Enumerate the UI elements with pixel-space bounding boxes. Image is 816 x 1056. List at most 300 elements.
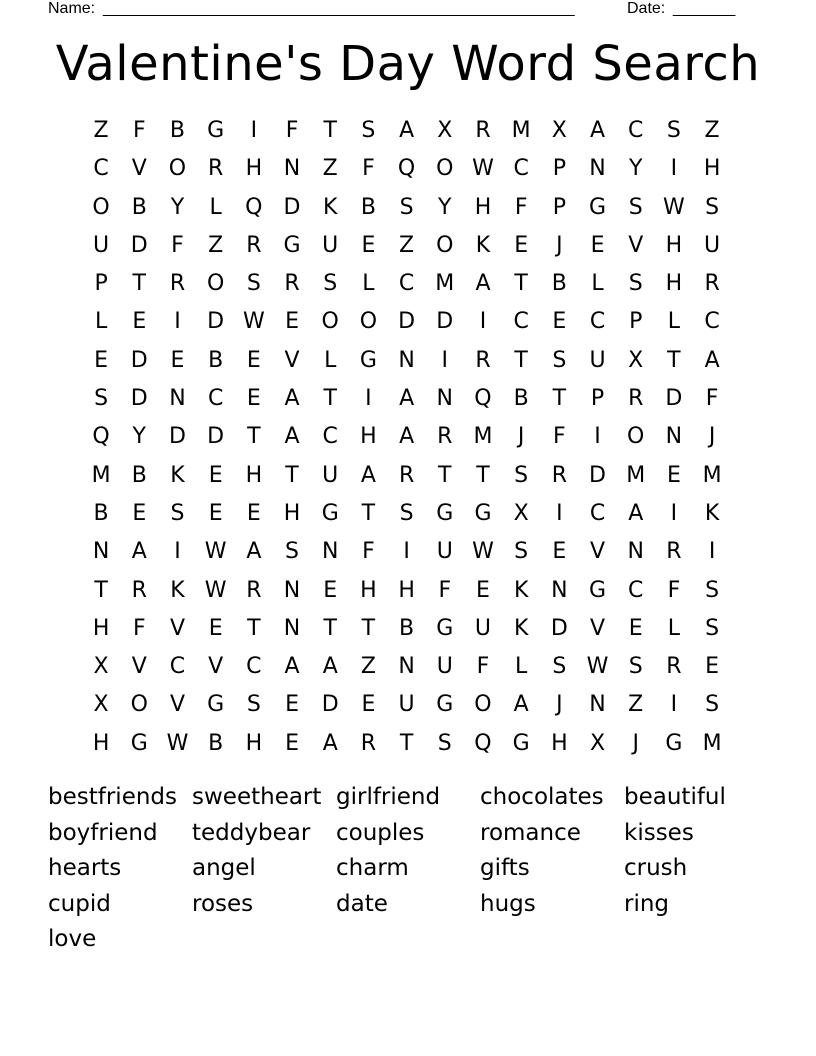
grid-letter: C: [93, 156, 109, 182]
grid-letter: V: [284, 347, 300, 373]
grid-letter: B: [131, 462, 147, 488]
grid-letter: I: [708, 539, 716, 565]
grid-letter: U: [704, 232, 721, 258]
grid-letter: H: [398, 577, 415, 603]
grid-letter: M: [435, 271, 455, 297]
grid-letter: G: [589, 577, 607, 603]
grid-letter: S: [285, 539, 300, 565]
grid-letter: Y: [170, 194, 185, 220]
grid-letter: E: [476, 577, 490, 603]
grid-letter: A: [322, 730, 338, 756]
word-bank-item: beautiful: [624, 784, 726, 810]
date-label: Date:: [627, 0, 666, 17]
grid-letter: C: [704, 309, 720, 335]
grid-letter: C: [513, 309, 529, 335]
grid-letter: W: [586, 654, 609, 680]
grid-letter: D: [398, 309, 416, 335]
grid-letter: A: [284, 386, 300, 412]
grid-letter: H: [283, 500, 301, 526]
grid-letter: E: [246, 347, 261, 373]
grid-letter: G: [665, 730, 683, 756]
grid-letter: F: [514, 194, 528, 220]
grid-letter: A: [399, 118, 415, 143]
grid-letter: S: [666, 118, 681, 143]
grid-letter: T: [399, 730, 414, 756]
grid-letter: N: [627, 539, 644, 565]
grid-letter: G: [207, 118, 225, 143]
grid-letter: I: [174, 539, 181, 565]
grid-letter: E: [361, 232, 376, 258]
grid-letter: S: [94, 386, 109, 412]
grid-letter: E: [514, 232, 529, 258]
grid-letter: W: [204, 577, 227, 603]
grid-letter: U: [474, 615, 492, 641]
grid-letter: S: [628, 654, 643, 680]
word-bank-item: cupid: [48, 890, 111, 917]
grid-letter: R: [704, 271, 720, 297]
word-bank: [48, 780, 768, 958]
grid-letter: N: [398, 654, 415, 680]
grid-letter: G: [321, 500, 339, 526]
grid-letter: D: [130, 232, 148, 258]
grid-letter: D: [589, 462, 606, 488]
grid-letter: I: [670, 692, 678, 718]
grid-letter: H: [92, 730, 110, 756]
word-bank-item: hugs: [480, 890, 536, 917]
grid-letter: L: [362, 271, 375, 297]
date-blank-line: _______: [673, 0, 736, 17]
grid-letter: I: [556, 500, 563, 526]
word-bank-item: date: [336, 890, 388, 917]
word-bank-item: boyfriend: [48, 819, 158, 846]
grid-letter: S: [361, 118, 376, 143]
grid-letter: G: [359, 347, 377, 373]
grid-letter: B: [131, 194, 147, 220]
grid-letter: I: [594, 424, 601, 450]
grid-letter: C: [169, 654, 186, 680]
grid-letter: T: [94, 577, 108, 603]
grid-letter: J: [556, 232, 563, 258]
grid-letter: E: [208, 462, 223, 488]
grid-letter: R: [628, 386, 644, 412]
grid-letter: N: [398, 347, 415, 373]
grid-letter: X: [437, 118, 453, 143]
grid-letter: W: [663, 194, 685, 220]
grid-letter: X: [589, 730, 606, 756]
grid-letter: O: [321, 309, 339, 335]
grid-letter: S: [399, 194, 414, 220]
grid-letter: N: [283, 615, 301, 641]
grid-letter: N: [551, 577, 568, 603]
grid-letter: E: [246, 386, 261, 412]
grid-letter: E: [246, 500, 261, 526]
grid-letter: A: [399, 424, 415, 450]
grid-letter: D: [283, 194, 301, 220]
grid-letter: X: [551, 118, 567, 143]
grid-letter: C: [246, 654, 262, 680]
word-bank-item: girlfriend: [336, 784, 441, 810]
grid-letter: A: [284, 654, 300, 680]
grid-letter: F: [171, 232, 184, 258]
grid-letter: O: [206, 271, 225, 297]
grid-letter: J: [708, 424, 716, 450]
grid-letter: P: [590, 386, 605, 412]
word-bank-item: crush: [624, 855, 688, 881]
grid-letter: M: [473, 424, 493, 450]
grid-letter: E: [132, 500, 147, 526]
grid-letter: U: [589, 347, 606, 373]
grid-letter: Z: [208, 232, 224, 258]
grid-letter: H: [360, 577, 377, 603]
grid-letter: L: [209, 194, 222, 220]
grid-letter: J: [632, 730, 639, 756]
grid-letter: A: [704, 347, 720, 373]
grid-letter: Y: [438, 194, 452, 220]
grid-letter: S: [514, 462, 529, 488]
grid-letter: U: [93, 232, 110, 258]
grid-letter: S: [628, 194, 643, 220]
grid-letter: N: [589, 692, 606, 718]
grid-letter: V: [208, 654, 224, 680]
grid-letter: Z: [628, 692, 644, 718]
grid-letter: D: [665, 386, 683, 412]
grid-letter: D: [130, 347, 148, 373]
grid-letter: I: [365, 386, 372, 412]
word-search-grid: [82, 112, 732, 763]
grid-letter: V: [131, 156, 147, 182]
grid-letter: S: [705, 692, 720, 718]
grid-letter: H: [703, 156, 721, 182]
grid-letter: I: [670, 500, 678, 526]
grid-letter: O: [92, 194, 110, 220]
grid-letter: F: [553, 424, 566, 450]
name-blank-line: _____________________________________________________: [103, 0, 575, 17]
grid-letter: Q: [245, 194, 263, 220]
grid-letter: I: [250, 118, 258, 143]
grid-letter: T: [476, 462, 490, 488]
grid-letter: S: [705, 615, 720, 641]
grid-letter: S: [323, 271, 338, 297]
page-title: Valentine's Day Word Search: [55, 36, 761, 92]
grid-letter: T: [132, 271, 146, 297]
grid-letter: C: [513, 156, 529, 182]
grid-letter: G: [436, 615, 454, 641]
name-label: Name:: [48, 0, 96, 17]
grid-letter: N: [169, 386, 186, 412]
grid-letter: D: [207, 424, 225, 450]
grid-letter: H: [665, 271, 683, 297]
word-bank-item: love: [48, 926, 97, 952]
grid-letter: F: [438, 577, 452, 603]
grid-letter: S: [170, 500, 185, 526]
grid-letter: K: [323, 194, 338, 220]
grid-letter: W: [472, 156, 494, 182]
grid-letter: C: [589, 500, 606, 526]
grid-letter: V: [590, 539, 606, 565]
grid-letter: N: [283, 156, 301, 182]
grid-letter: K: [513, 615, 529, 641]
grid-letter: M: [702, 730, 722, 756]
grid-letter: X: [93, 654, 109, 680]
grid-letter: W: [242, 309, 265, 335]
word-bank-item: ring: [624, 890, 670, 917]
word-bank-item: gifts: [480, 855, 530, 881]
grid-letter: A: [628, 500, 644, 526]
grid-letter: O: [436, 232, 454, 258]
grid-letter: O: [168, 156, 187, 182]
grid-letter: D: [130, 386, 148, 412]
grid-letter: R: [131, 577, 147, 603]
grid-letter: U: [436, 539, 453, 565]
grid-letter: J: [556, 692, 563, 718]
grid-letter: T: [247, 424, 261, 450]
word-bank-item: hearts: [48, 855, 122, 881]
grid-letter: A: [590, 118, 606, 143]
word-bank-item: roses: [192, 890, 254, 917]
grid-letter: D: [207, 309, 225, 335]
grid-letter: V: [169, 692, 185, 718]
grid-letter: R: [169, 271, 186, 297]
grid-letter: C: [398, 271, 415, 297]
grid-letter: K: [170, 577, 185, 603]
grid-letter: H: [245, 462, 263, 488]
grid-letter: G: [130, 730, 148, 756]
grid-letter: N: [665, 424, 683, 450]
grid-letter: D: [550, 615, 568, 641]
grid-letter: S: [246, 692, 261, 718]
grid-letter: M: [511, 118, 531, 143]
grid-letter: O: [359, 309, 378, 335]
grid-letter: E: [285, 309, 299, 335]
grid-letter: L: [667, 309, 681, 335]
grid-letter: S: [399, 500, 414, 526]
grid-letter: L: [94, 309, 108, 335]
grid-letter: A: [131, 539, 147, 565]
grid-letter: L: [324, 347, 337, 373]
grid-letter: R: [284, 271, 300, 297]
word-bank-item: bestfriends: [48, 784, 178, 810]
word-bank-item: angel: [192, 855, 256, 881]
grid-letter: F: [705, 386, 719, 412]
grid-letter: E: [666, 462, 681, 488]
grid-letter: A: [475, 271, 491, 297]
grid-letter: D: [321, 692, 339, 718]
grid-letter: E: [208, 615, 223, 641]
grid-letter: F: [285, 118, 299, 143]
grid-letter: F: [132, 615, 146, 641]
grid-letter: E: [132, 309, 147, 335]
grid-letter: N: [589, 156, 606, 182]
grid-letter: G: [207, 692, 225, 718]
grid-letter: H: [245, 730, 263, 756]
grid-letter: C: [628, 118, 644, 143]
grid-letter: I: [670, 156, 678, 182]
grid-letter: S: [552, 654, 567, 680]
grid-letter: H: [245, 156, 263, 182]
grid-letter: B: [551, 271, 567, 297]
grid-letter: A: [360, 462, 376, 488]
grid-letter: O: [436, 156, 454, 182]
grid-letter: H: [665, 232, 683, 258]
grid-letter: P: [629, 309, 643, 335]
grid-letter: G: [283, 232, 301, 258]
grid-letter: T: [667, 347, 681, 373]
grid-letter: Q: [397, 156, 416, 182]
grid-letter: E: [323, 577, 338, 603]
grid-letter: K: [513, 577, 529, 603]
grid-letter: V: [169, 615, 185, 641]
grid-letter: Q: [474, 730, 492, 756]
grid-letter: U: [322, 232, 339, 258]
word-bank-item: kisses: [624, 819, 694, 846]
grid-letter: D: [168, 424, 186, 450]
grid-letter: U: [398, 692, 415, 718]
grid-letter: S: [628, 271, 643, 297]
grid-letter: Z: [704, 118, 720, 143]
grid-letter: Y: [628, 156, 643, 182]
grid-letter: E: [361, 692, 376, 718]
grid-letter: T: [323, 615, 337, 641]
grid-letter: B: [93, 500, 109, 526]
grid-letter: E: [705, 654, 720, 680]
grid-letter: W: [472, 539, 494, 565]
grid-letter: K: [475, 232, 491, 258]
grid-letter: P: [552, 194, 566, 220]
grid-letter: T: [285, 462, 299, 488]
word-bank-item: teddybear: [192, 819, 311, 846]
grid-letter: D: [436, 309, 454, 335]
grid-letter: R: [666, 654, 682, 680]
grid-letter: R: [475, 347, 491, 373]
grid-letter: P: [552, 156, 566, 182]
grid-letter: R: [208, 156, 224, 182]
name-date-header: [48, 0, 748, 20]
grid-letter: T: [514, 271, 528, 297]
grid-letter: B: [360, 194, 376, 220]
grid-letter: G: [436, 500, 454, 526]
grid-letter: E: [94, 347, 109, 373]
grid-letter: T: [552, 386, 567, 412]
grid-letter: G: [512, 730, 530, 756]
grid-letter: T: [247, 615, 261, 641]
grid-letter: H: [360, 424, 377, 450]
grid-letter: K: [170, 462, 185, 488]
grid-letter: I: [441, 347, 449, 373]
grid-letter: E: [628, 615, 643, 641]
grid-letter: R: [666, 539, 682, 565]
grid-letter: K: [704, 500, 720, 526]
grid-letter: C: [628, 577, 644, 603]
grid-letter: U: [436, 654, 453, 680]
grid-letter: F: [667, 577, 681, 603]
grid-letter: X: [93, 692, 109, 718]
grid-letter: S: [705, 577, 720, 603]
grid-letter: L: [515, 654, 528, 680]
grid-letter: R: [475, 118, 491, 143]
grid-letter: Z: [322, 156, 338, 182]
grid-letter: S: [437, 730, 452, 756]
grid-letter: E: [285, 730, 299, 756]
grid-letter: G: [589, 194, 607, 220]
grid-letter: F: [362, 156, 375, 182]
grid-letter: P: [94, 271, 108, 297]
grid-letter: C: [322, 424, 338, 450]
grid-letter: F: [132, 118, 146, 143]
grid-letter: O: [474, 692, 492, 718]
grid-letter: O: [130, 692, 148, 718]
grid-letter: A: [284, 424, 300, 450]
grid-letter: V: [131, 654, 147, 680]
grid-letter: I: [174, 309, 181, 335]
grid-letter: X: [513, 500, 529, 526]
grid-letter: H: [474, 194, 492, 220]
grid-letter: R: [398, 462, 415, 488]
grid-letter: T: [438, 462, 452, 488]
grid-letter: C: [589, 309, 606, 335]
grid-letter: B: [208, 730, 224, 756]
grid-letter: M: [91, 462, 111, 488]
grid-letter: T: [323, 386, 337, 412]
grid-letter: Y: [132, 424, 146, 450]
grid-letter: L: [667, 615, 681, 641]
grid-letter: R: [437, 424, 453, 450]
grid-letter: S: [246, 271, 261, 297]
grid-letter: J: [517, 424, 525, 450]
grid-letter: S: [514, 539, 529, 565]
grid-letter: B: [513, 386, 529, 412]
word-bank-item: couples: [336, 819, 425, 846]
grid-letter: R: [360, 730, 377, 756]
grid-letter: O: [627, 424, 645, 450]
grid-letter: T: [361, 615, 376, 641]
grid-letter: M: [702, 462, 722, 488]
grid-letter: G: [474, 500, 492, 526]
grid-letter: E: [208, 500, 223, 526]
grid-letter: N: [283, 577, 301, 603]
grid-letter: A: [322, 654, 338, 680]
grid-letter: M: [626, 462, 646, 488]
grid-letter: E: [552, 309, 567, 335]
word-bank-item: charm: [336, 855, 409, 881]
grid-letter: W: [204, 539, 227, 565]
grid-letter: R: [246, 232, 262, 258]
grid-letter: R: [246, 577, 262, 603]
grid-letter: Z: [399, 232, 415, 258]
word-bank-item: sweetheart: [192, 784, 322, 810]
grid-letter: U: [322, 462, 339, 488]
grid-letter: V: [628, 232, 644, 258]
grid-letter: V: [590, 615, 606, 641]
word-bank-item: romance: [480, 819, 581, 846]
grid-letter: E: [552, 539, 567, 565]
grid-letter: Q: [92, 424, 110, 450]
grid-letter: N: [321, 539, 339, 565]
grid-letter: A: [399, 386, 415, 412]
grid-letter: T: [514, 347, 528, 373]
grid-letter: N: [436, 386, 454, 412]
grid-letter: C: [207, 386, 224, 412]
grid-letter: Z: [360, 654, 376, 680]
grid-letter: B: [399, 615, 415, 641]
grid-letter: T: [323, 118, 337, 143]
grid-letter: Q: [474, 386, 492, 412]
grid-letter: N: [92, 539, 110, 565]
grid-letter: B: [169, 118, 186, 143]
grid-letter: L: [591, 271, 604, 297]
grid-letter: H: [92, 615, 110, 641]
grid-letter: E: [590, 232, 605, 258]
grid-letter: A: [513, 692, 529, 718]
